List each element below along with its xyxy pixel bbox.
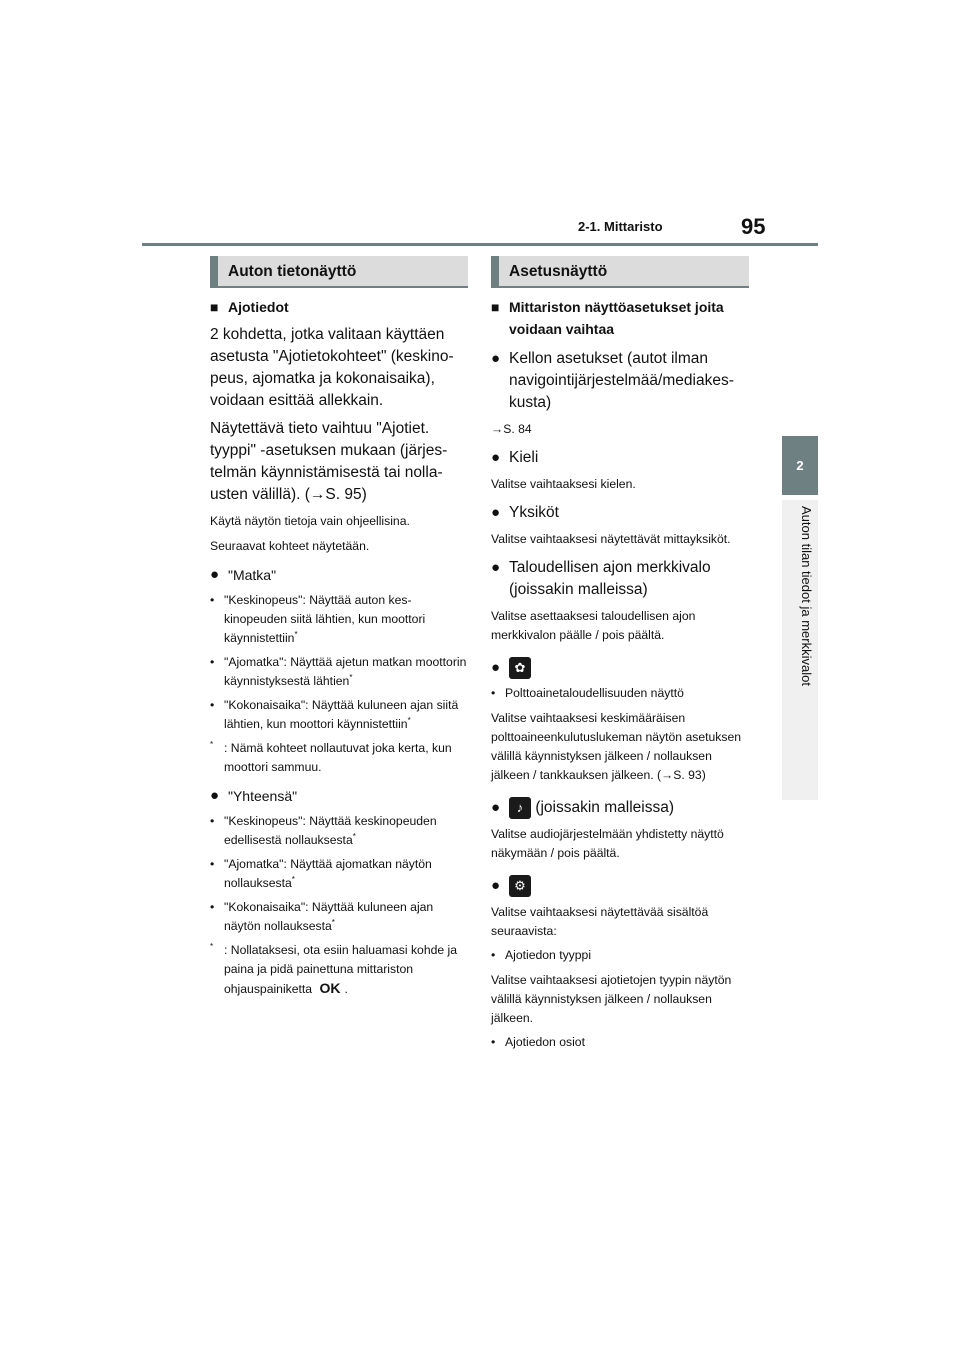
- page-reference: →S. 84: [491, 422, 532, 436]
- list-item: [210, 653, 468, 691]
- bullet-icon: •: [491, 948, 496, 962]
- chapter-number-tab: 2: [782, 436, 818, 495]
- chapter-title: Auton tilan tiedot ja merkkivalot: [799, 506, 814, 686]
- list-item: [210, 696, 468, 734]
- bullet-dot-icon: ●: [491, 877, 501, 894]
- bullet-icon: •: [491, 1035, 496, 1049]
- paragraph: Käytä näytön tietoja vain ohjeellisina.: [210, 514, 410, 528]
- footnote-marker: *: [294, 629, 298, 639]
- section-box-title: Asetusnäyttö: [491, 256, 749, 288]
- bullet-dot-icon: ●: [210, 787, 220, 804]
- bullet-item: [491, 797, 749, 819]
- bullet-title: Kellon asetukset (autot ilman navigointijärjestelmää/mediakeskusta): [509, 350, 734, 411]
- left-column: [210, 256, 468, 999]
- bullet-icon: •: [210, 814, 215, 828]
- list-item-text: "Kokonaisaika": Näyttää kuluneen ajan siitä lähtien, kun moottori käynnistettiin: [224, 698, 459, 731]
- bullet-item: [210, 785, 468, 807]
- list-item-text: Ajotiedon tyyppi: [505, 948, 592, 962]
- list-item-text: "Ajomatka": Näyttää ajetun matkan moottorin käynnistyksestä lähtien: [224, 655, 467, 688]
- bullet-title: Kieli: [509, 449, 539, 466]
- ok-button-icon: OK: [319, 980, 341, 996]
- footnote: * : Nollataksesi, ota esiin haluamasi kohde ja paina ja pidä painettuna mittariston ohjauspainiketta OK .: [210, 941, 458, 996]
- bullet-icon: •: [491, 686, 496, 700]
- section-box-title: Auton tietonäyttö: [210, 256, 468, 288]
- bullet-dot-icon: ●: [491, 559, 501, 576]
- footnote-marker: *: [407, 715, 411, 725]
- header-rule: [142, 243, 818, 246]
- list-item-text: "Keskinopeus": Näyttää keskinopeuden edellisestä nollauksesta: [224, 814, 437, 847]
- footnote-marker: *: [352, 831, 356, 841]
- bullet-icon: •: [210, 900, 215, 914]
- paragraph: Seuraavat kohteet näytetään.: [210, 539, 370, 553]
- bullet-item: [491, 502, 749, 524]
- paragraph: Valitse vaihtaaksesi näytettävää sisältöä seuraavista:: [491, 905, 709, 938]
- square-bullet-icon: ■: [210, 299, 219, 315]
- bullet-dot-icon: ●: [491, 659, 501, 676]
- bullet-title: "Yhteensä": [228, 788, 298, 804]
- bullet-icon: •: [210, 593, 215, 607]
- leaf-icon: ✿: [509, 657, 531, 679]
- paragraph: Näytettävä tieto vaihtuu "Ajotiet. tyyppi" -asetuksen mukaan (järjestelmän käynnistämisestä tai nollausten välillä). (→S. 95): [210, 420, 448, 503]
- bullet-dot-icon: ●: [210, 566, 220, 583]
- footnote-text: : Nollataksesi, ota esiin haluamasi kohde ja paina ja pidä painettuna mittariston ohjauspainiketta: [224, 943, 458, 996]
- subsection-heading: [491, 296, 749, 340]
- square-bullet-icon: ■: [491, 299, 500, 315]
- list-item: [491, 1033, 749, 1052]
- paragraph: 2 kohdetta, jotka valitaan käyttäen asetusta "Ajotietokohteet" (keskinopeus, ajomatka ja kokonaisaika), voidaan esittää allekkain.: [210, 326, 454, 409]
- footnote-marker: *: [349, 672, 353, 682]
- bullet-icon: •: [210, 857, 215, 871]
- list-item-text: "Ajomatka": Näyttää ajomatkan näytön nollauksesta: [224, 857, 432, 890]
- list-item-text: Polttoainetaloudellisuuden näyttö: [505, 686, 684, 700]
- bullet-item: [491, 447, 749, 469]
- bullet-icon: •: [210, 698, 215, 712]
- bullet-dot-icon: ●: [491, 449, 501, 466]
- bullet-title: Taloudellisen ajon merkkivalo (joissakin malleissa): [509, 559, 711, 598]
- paragraph: Valitse vaihtaaksesi ajotietojen tyypin näytön välillä käynnistyksen jälkeen / nollauksen jälkeen.: [491, 973, 732, 1025]
- paragraph: Valitse audiojärjestelmään yhdistetty näyttö näkymään / pois päältä.: [491, 827, 724, 860]
- footnote-marker: *: [210, 941, 214, 951]
- section-title: 2-1. Mittaristo: [578, 219, 663, 234]
- paragraph: Valitse vaihtaaksesi näytettävät mittayksiköt.: [491, 532, 731, 546]
- right-column: [491, 256, 749, 1052]
- list-item-text: Ajotiedon osiot: [505, 1035, 585, 1049]
- bullet-title: "Matka": [228, 567, 277, 583]
- bullet-dot-icon: ●: [491, 504, 501, 521]
- subsection-heading: [210, 296, 468, 318]
- paragraph: Valitse asettaaksesi taloudellisen ajon merkkivalon päälle / pois päältä.: [491, 609, 696, 642]
- bullet-title: Yksiköt: [509, 504, 559, 521]
- bullet-item: [491, 348, 749, 414]
- page-number: 95: [741, 214, 766, 239]
- paragraph: Valitse vaihtaaksesi keskimääräisen polttoaineenkulutuslukeman näytön asetuksen välillä käynnistyksen jälkeen / nollauksen jälkeen / tankkauksen jälkeen. (→S. 93): [491, 711, 742, 782]
- list-item-text: "Kokonaisaika": Näyttää kuluneen ajan näytön nollauksesta: [224, 900, 434, 933]
- footnote-marker: *: [291, 874, 295, 884]
- list-item: [210, 898, 468, 936]
- music-note-icon: ♪: [509, 797, 531, 819]
- bullet-dot-icon: ●: [491, 350, 501, 367]
- bullet-item: [491, 557, 749, 601]
- bullet-item: [210, 564, 468, 586]
- paragraph: Valitse vaihtaaksesi kielen.: [491, 477, 636, 491]
- bullet-item: [491, 875, 749, 897]
- list-item-text: "Keskinopeus": Näyttää auton keskinopeuden siitä lähtien, kun moottori käynnistettiin: [224, 593, 426, 645]
- list-item: [210, 855, 468, 893]
- footnote-marker: *: [331, 917, 335, 927]
- bullet-item: [491, 657, 749, 679]
- car-settings-icon: ⚙: [509, 875, 531, 897]
- list-item: [210, 591, 468, 648]
- subsection-title: Ajotiedot: [228, 299, 289, 315]
- list-item: [210, 812, 468, 850]
- footnote-marker: *: [210, 739, 214, 749]
- list-item: [491, 946, 749, 965]
- subsection-title: Mittariston näyttöasetukset joita voidaan vaihtaa: [509, 299, 724, 337]
- list-item: [491, 684, 749, 703]
- bullet-title: (joissakin malleissa): [535, 799, 674, 816]
- bullet-dot-icon: ●: [491, 799, 501, 816]
- bullet-icon: •: [210, 655, 215, 669]
- footnote: [210, 739, 468, 777]
- footnote-text: : Nämä kohteet nollautuvat joka kerta, kun moottori sammuu.: [224, 741, 452, 774]
